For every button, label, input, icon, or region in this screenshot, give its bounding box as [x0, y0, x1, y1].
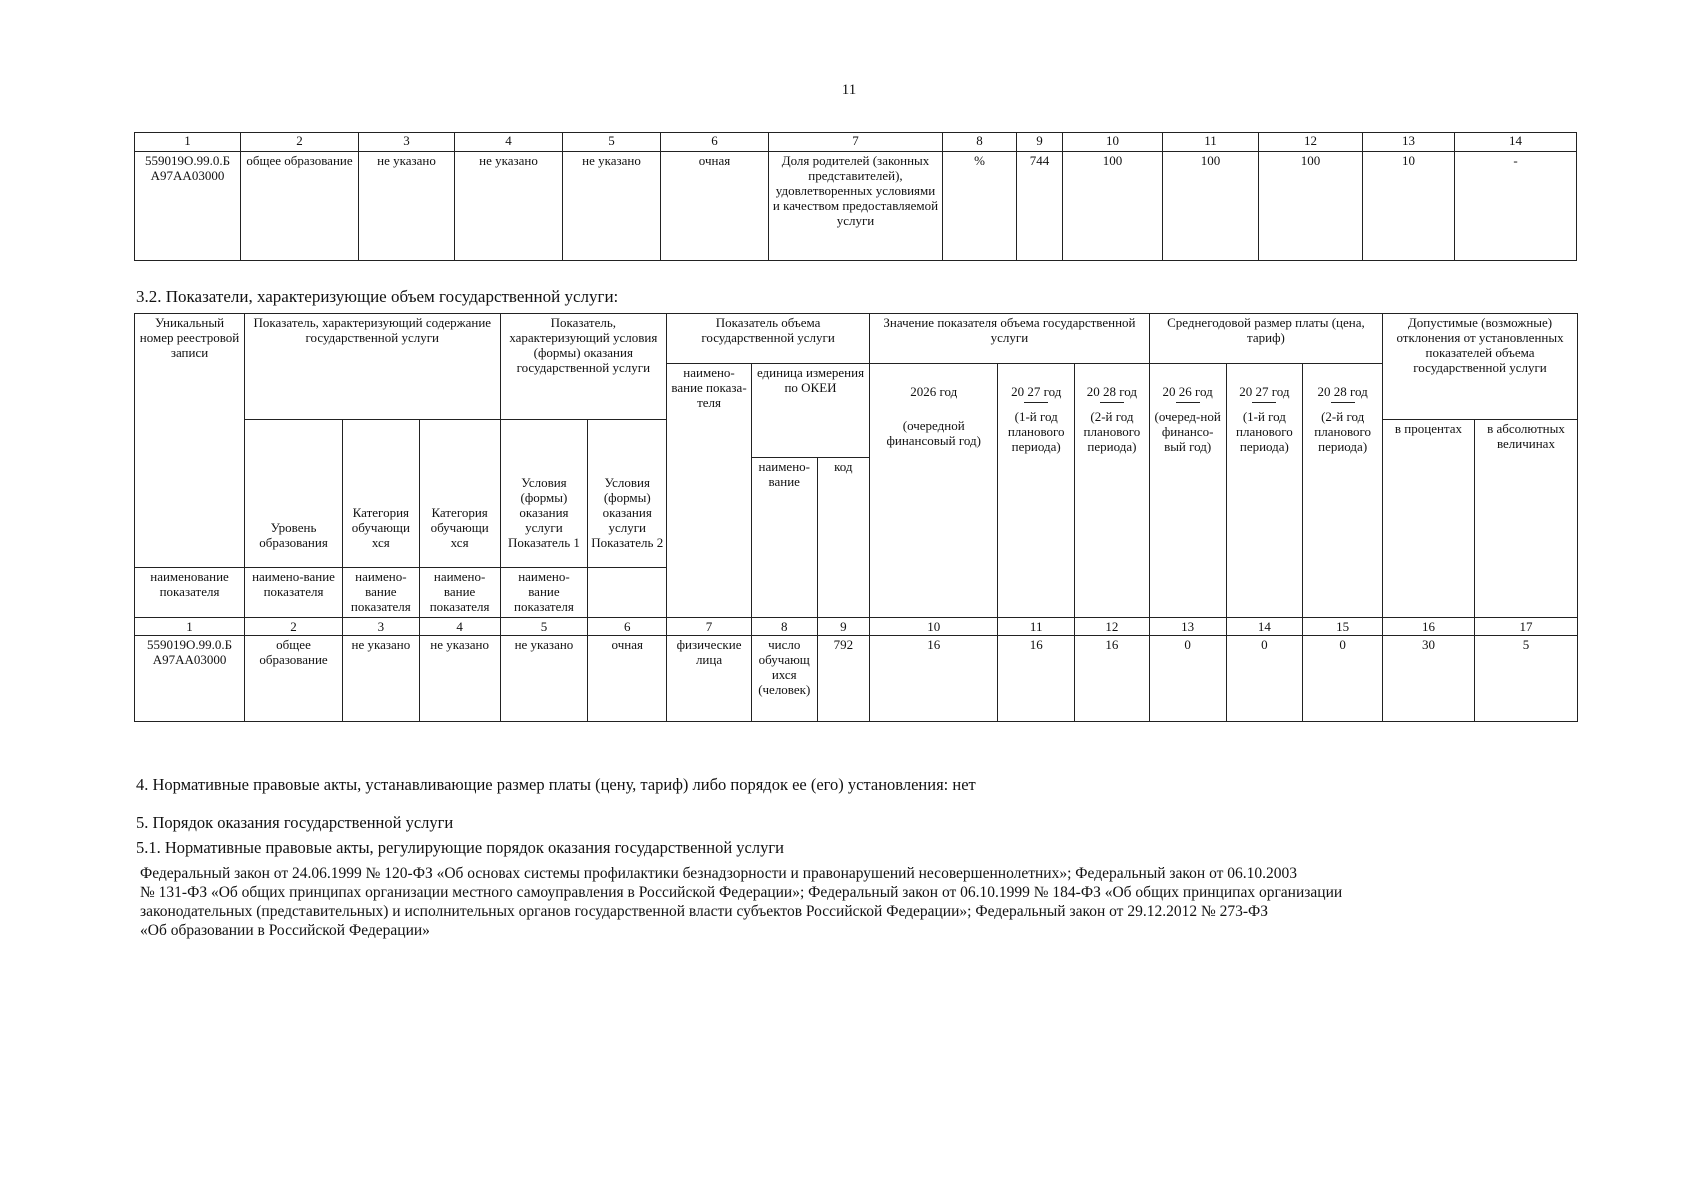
col-number: 13 [1149, 618, 1226, 636]
header-sublabels [1006, 419, 1646, 420]
table-cell: 744 [1017, 152, 1063, 261]
year-label: 20 27 год [1011, 384, 1062, 399]
header-unit-name: наимено-вание [751, 458, 817, 618]
header-volume-indicator: Показатель объема государственной услуги [667, 314, 870, 364]
legal-acts-text [140, 864, 1580, 940]
table-cell: % [943, 152, 1017, 261]
table-cell: 16 [998, 636, 1075, 722]
col-number: 8 [751, 618, 817, 636]
col-number: 11 [1163, 133, 1259, 152]
col-number: 2 [241, 133, 359, 152]
header-conditions-indicator: Показатель, характеризующий условия (формы) оказания государственной услуги [500, 314, 667, 420]
table-cell: 16 [1075, 636, 1150, 722]
table-cell: очная [661, 152, 769, 261]
registry-number: 559019О.99.0.Б А97АА03000 [135, 152, 241, 261]
divider [1024, 402, 1048, 403]
col-number: 5 [563, 133, 661, 152]
table-cell: 16 [870, 636, 998, 722]
period-label: (2-й год планового периода) [1314, 409, 1372, 454]
legal-acts-line: «Об образовании в Российской Федерации» [140, 922, 430, 939]
table-cell: Доля родителей (законных представителей), удовлетворенных условиями и качеством предоставляемой услуги [769, 152, 943, 261]
header-condition-2 [588, 420, 667, 568]
sub-indicator-label: Уровень образования [259, 520, 328, 550]
column-number-row [135, 133, 1577, 152]
col-number: 13 [1363, 133, 1455, 152]
header-unit-code: код [817, 458, 870, 618]
divider [1176, 402, 1200, 403]
registry-number: 559019О.99.0.Б А97АА03000 [135, 636, 245, 722]
year-label: 20 27 год [1239, 384, 1290, 399]
table-cell: не указано [359, 152, 455, 261]
header-volume-value: Значение показателя объема государственной услуги [870, 314, 1150, 364]
header-fee-year-2026 [1149, 364, 1226, 618]
divider [1252, 402, 1276, 403]
col-number: 1 [135, 618, 245, 636]
section-4: 4. Нормативные правовые акты, устанавливающие размер платы (цену, тариф) либо порядок ее (его) установления: нет [136, 775, 976, 794]
period-label: (2-й год планового периода) [1083, 409, 1141, 454]
header-average-fee: Среднегодовой размер платы (цена, тариф) [1149, 314, 1382, 364]
header-row [135, 314, 1578, 364]
header-absolute: в абсолютных величинах [1474, 420, 1577, 618]
table-row [135, 636, 1578, 722]
year-label: 20 26 год [1162, 384, 1213, 399]
period-label: (очередной финансовый год) [886, 418, 981, 448]
col-number: 11 [998, 618, 1075, 636]
col-number: 9 [817, 618, 870, 636]
table-cell: общее образование [241, 152, 359, 261]
table-cell: 10 [1363, 152, 1455, 261]
period-label: (1-й год планового периода) [1236, 409, 1293, 454]
divider [1100, 402, 1124, 403]
page-number: 11 [841, 82, 857, 98]
col-number: 4 [419, 618, 500, 636]
header-fee-year-2028 [1303, 364, 1383, 618]
col-number: 12 [1075, 618, 1150, 636]
table-cell: не указано [342, 636, 419, 722]
table-cell: очная [588, 636, 667, 722]
header-year-2027 [998, 364, 1075, 618]
header-indicator-name-label: наимено-вание показателя [245, 568, 343, 618]
sub-indicator-label: Категория обучающи хся [351, 505, 410, 550]
col-number: 14 [1226, 618, 1303, 636]
header-blank [588, 568, 667, 618]
col-number: 14 [1455, 133, 1577, 152]
volume-indicators-table [134, 313, 1578, 722]
table-cell: 5 [1474, 636, 1577, 722]
table-cell: физические лица [667, 636, 752, 722]
divider [1331, 402, 1355, 403]
header-indicator-name-label: наименование показателя [135, 568, 245, 618]
header-fee-year-2027 [1226, 364, 1303, 618]
col-number: 8 [943, 133, 1017, 152]
header-condition-1 [500, 420, 588, 568]
legal-acts-line: № 131-ФЗ «Об общих принципах организации местного самоуправления в Российской Федерации»; Федеральный закон от 06.10.1999 № 184-ФЗ «Об общих принципах организации [140, 884, 1343, 901]
table-cell: число обучающ ихся (человек) [751, 636, 817, 722]
header-percent: в процентах [1383, 420, 1475, 618]
table-cell: 792 [817, 636, 870, 722]
sub-indicator-label: Условия (формы) оказания услуги Показатель 2 [591, 475, 664, 550]
table-cell: - [1455, 152, 1577, 261]
year-label: 20 28 год [1317, 384, 1368, 399]
header-education-level [245, 420, 343, 568]
column-number-row [135, 618, 1578, 636]
col-number: 15 [1303, 618, 1383, 636]
table-cell: общее образование [245, 636, 343, 722]
header-indicator-name-label: наимено-вание показателя [500, 568, 588, 618]
col-number: 10 [1063, 133, 1163, 152]
table-cell: не указано [563, 152, 661, 261]
legal-acts-line: Федеральный закон от 24.06.1999 № 120-ФЗ «Об основах системы профилактики безнадзорности и правонарушений несовершеннолетних»; Федеральный закон от 06.10.2003 [140, 865, 1298, 882]
col-number: 12 [1259, 133, 1363, 152]
header-deviations: Допустимые (возможные) отклонения от установленных показателей объема государственной услуги [1383, 314, 1578, 420]
spacer [872, 399, 995, 418]
header-unit-okei: единица измерения по ОКЕИ [751, 364, 869, 458]
sub-indicator-label: Условия (формы) оказания услуги Показатель 1 [507, 475, 580, 550]
header-category-2 [419, 420, 500, 568]
col-number: 7 [769, 133, 943, 152]
section-5-1: 5.1. Нормативные правовые акты, регулирующие порядок оказания государственной услуги [136, 838, 784, 857]
header-indicator-name-label: наимено-вание показателя [342, 568, 419, 618]
table-row [135, 152, 1577, 261]
quality-indicators-table [134, 132, 1577, 261]
table-cell: 0 [1149, 636, 1226, 722]
legal-acts-line: законодательных (представительных) и исполнительных органов государственной власти субъектов Российской Федерации»; Федеральный закон от 29.12.2012 № 273-ФЗ [140, 903, 1269, 920]
header-year-2026 [870, 364, 998, 618]
year-label: 2026 год [910, 384, 958, 399]
col-number: 16 [1383, 618, 1475, 636]
table-cell: 0 [1226, 636, 1303, 722]
year-label: 20 28 год [1086, 384, 1138, 399]
col-number: 3 [359, 133, 455, 152]
header-category-1 [342, 420, 419, 568]
header-year-2028 [1075, 364, 1150, 618]
col-number: 9 [1017, 133, 1063, 152]
table-cell: 0 [1303, 636, 1383, 722]
table-cell: 30 [1383, 636, 1475, 722]
section-5: 5. Порядок оказания государственной услуги [136, 813, 454, 832]
table-cell: не указано [500, 636, 588, 722]
table-cell: не указано [455, 152, 563, 261]
col-number: 4 [455, 133, 563, 152]
col-number: 10 [870, 618, 998, 636]
period-label: (1-й год планового периода) [1007, 409, 1065, 454]
table-cell: 100 [1259, 152, 1363, 261]
header-indicator-name: наимено-вание показа-теля [667, 364, 752, 618]
period-label: (очеред-ной финансо-вый год) [1154, 409, 1221, 454]
table-cell: 100 [1163, 152, 1259, 261]
col-number: 1 [135, 133, 241, 152]
table-cell: 100 [1063, 152, 1163, 261]
sub-indicator-label: Категория обучающи хся [430, 505, 489, 550]
col-number: 6 [661, 133, 769, 152]
header-content-indicator: Показатель, характеризующий содержание государственной услуги [245, 314, 500, 420]
header-indicator-name-label: наимено-вание показателя [419, 568, 500, 618]
section-3-2-title: 3.2. Показатели, характеризующие объем государственной услуги: [136, 287, 619, 306]
col-number: 17 [1474, 618, 1577, 636]
col-number: 2 [245, 618, 343, 636]
table-cell: не указано [419, 636, 500, 722]
col-number: 3 [342, 618, 419, 636]
col-number: 6 [588, 618, 667, 636]
col-number: 7 [667, 618, 752, 636]
header-unique-number: Уникальный номер реестровой записи [135, 314, 245, 568]
col-number: 5 [500, 618, 588, 636]
